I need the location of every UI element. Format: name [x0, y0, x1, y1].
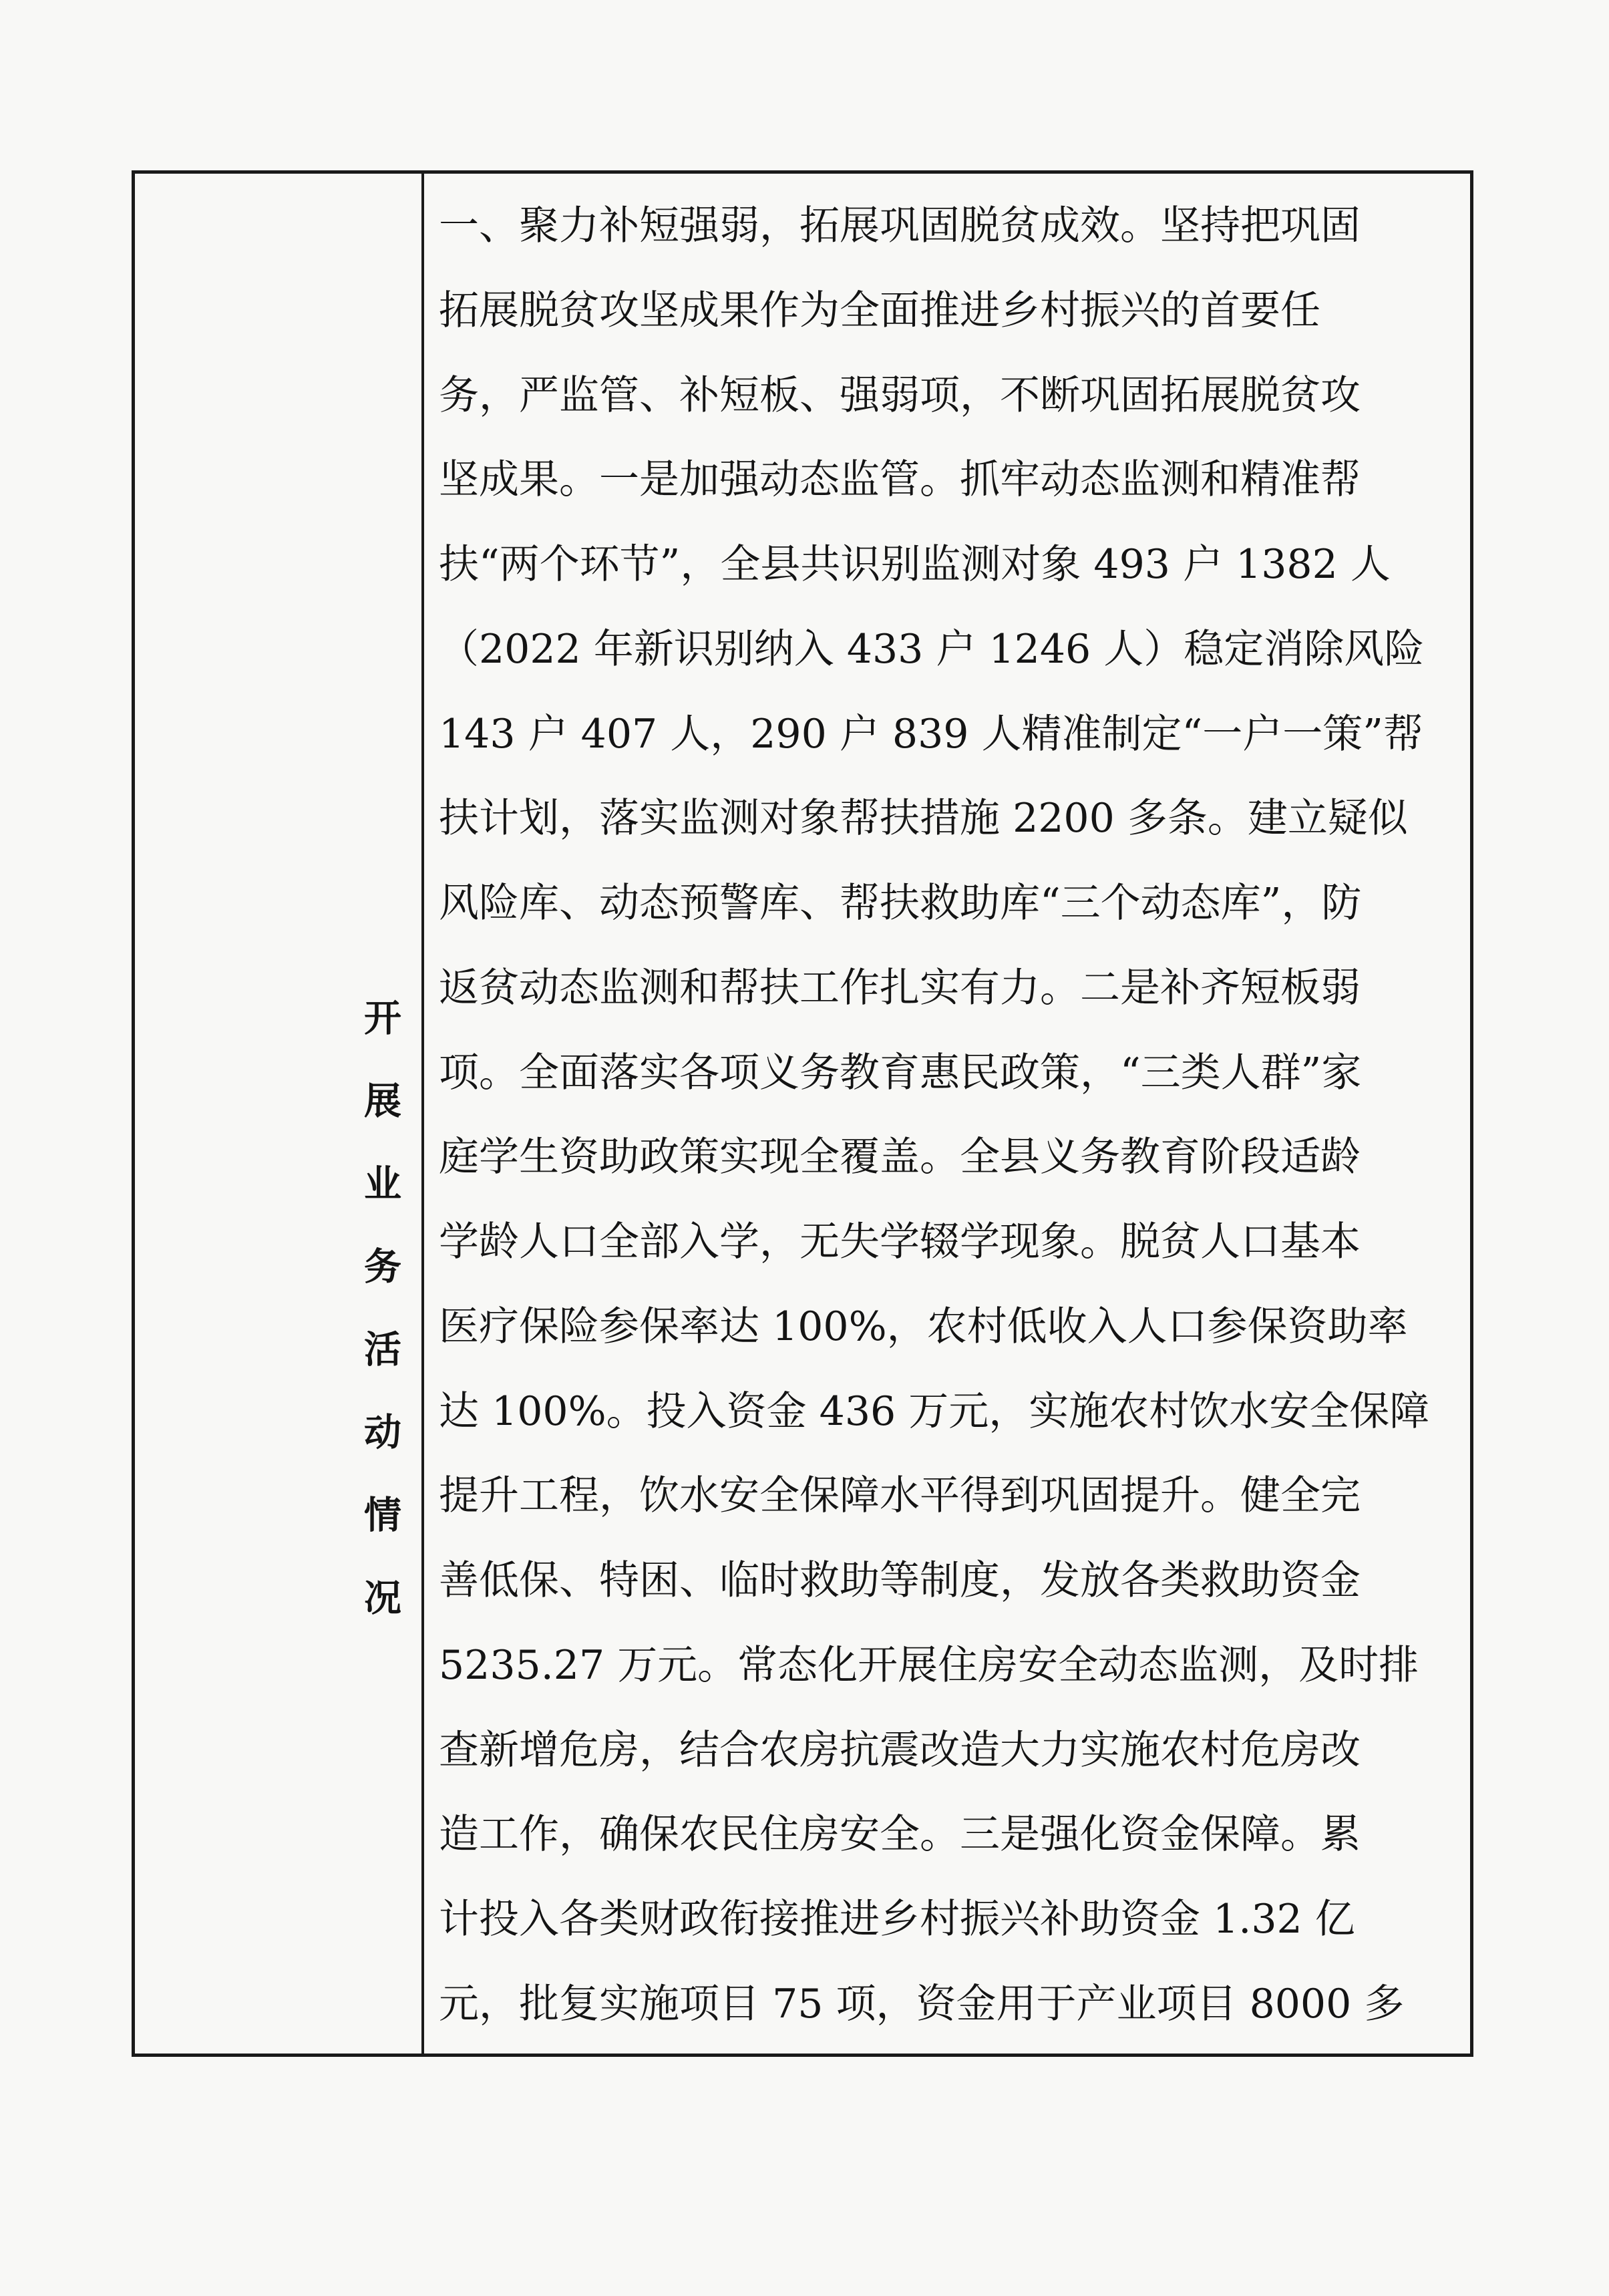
content-line: 医疗保险参保率达 100%，农村低收入人口参保资助率: [439, 1303, 1408, 1350]
section-label-cell: [135, 174, 424, 2054]
content-line: （2022 年新识别纳入 433 户 1246 人）稳定消除风险: [439, 626, 1425, 673]
content-line: 提升工程，饮水安全保障水平得到巩固提升。健全完: [439, 1472, 1361, 1519]
content-line: 拓展脱贫攻坚成果作为全面推进乡村振兴的首要任: [439, 287, 1320, 334]
content-line: 达 100%。投入资金 436 万元，实施农村饮水安全保障: [439, 1388, 1430, 1435]
content-line: 查新增危房，结合农房抗震改造大力实施农村危房改: [439, 1727, 1361, 1774]
content-line: 坚成果。一是加强动态监管。抓牢动态监测和精准帮: [439, 456, 1361, 503]
content-line: 143 户 407 人，290 户 839 人精准制定“一户一策”帮: [439, 711, 1423, 758]
content-line: 扶“两个环节”，全县共识别监测对象 493 户 1382 人: [439, 541, 1391, 588]
content-line: 项。全面落实各项义务教育惠民政策，“三类人群”家: [439, 1049, 1362, 1096]
content-line: 学龄人口全部入学，无失学辍学现象。脱贫人口基本: [439, 1218, 1361, 1265]
section-label: 开展业务活动情况: [358, 998, 402, 1661]
content-line: 扶计划，落实监测对象帮扶措施 2200 多条。建立疑似: [439, 795, 1408, 842]
content-line: 善低保、特困、临时救助等制度，发放各类救助资金: [439, 1557, 1361, 1604]
content-line: 风险库、动态预警库、帮扶救助库“三个动态库”，防: [439, 880, 1362, 927]
content-line: 5235.27 万元。常态化开展住房安全动态监测，及时排: [439, 1642, 1419, 1689]
content-line: 庭学生资助政策实现全覆盖。全县义务教育阶段适龄: [439, 1134, 1361, 1180]
content-line: 务，严监管、补短板、强弱项，不断巩固拓展脱贫攻: [439, 372, 1361, 419]
section-content-cell: [424, 174, 1470, 2054]
content-line: 元，批复实施项目 75 项，资金用于产业项目 8000 多: [439, 1981, 1405, 2027]
content-line: 计投入各类财政衔接推进乡村振兴补助资金 1.32 亿: [439, 1896, 1355, 1943]
activity-table: [132, 170, 1473, 2057]
content-line: 造工作，确保农民住房安全。三是强化资金保障。累: [439, 1811, 1361, 1858]
content-line: 返贫动态监测和帮扶工作扎实有力。二是补齐短板弱: [439, 965, 1361, 1011]
content-line: 一、聚力补短强弱，拓展巩固脱贫成效。坚持把巩固: [439, 202, 1361, 249]
